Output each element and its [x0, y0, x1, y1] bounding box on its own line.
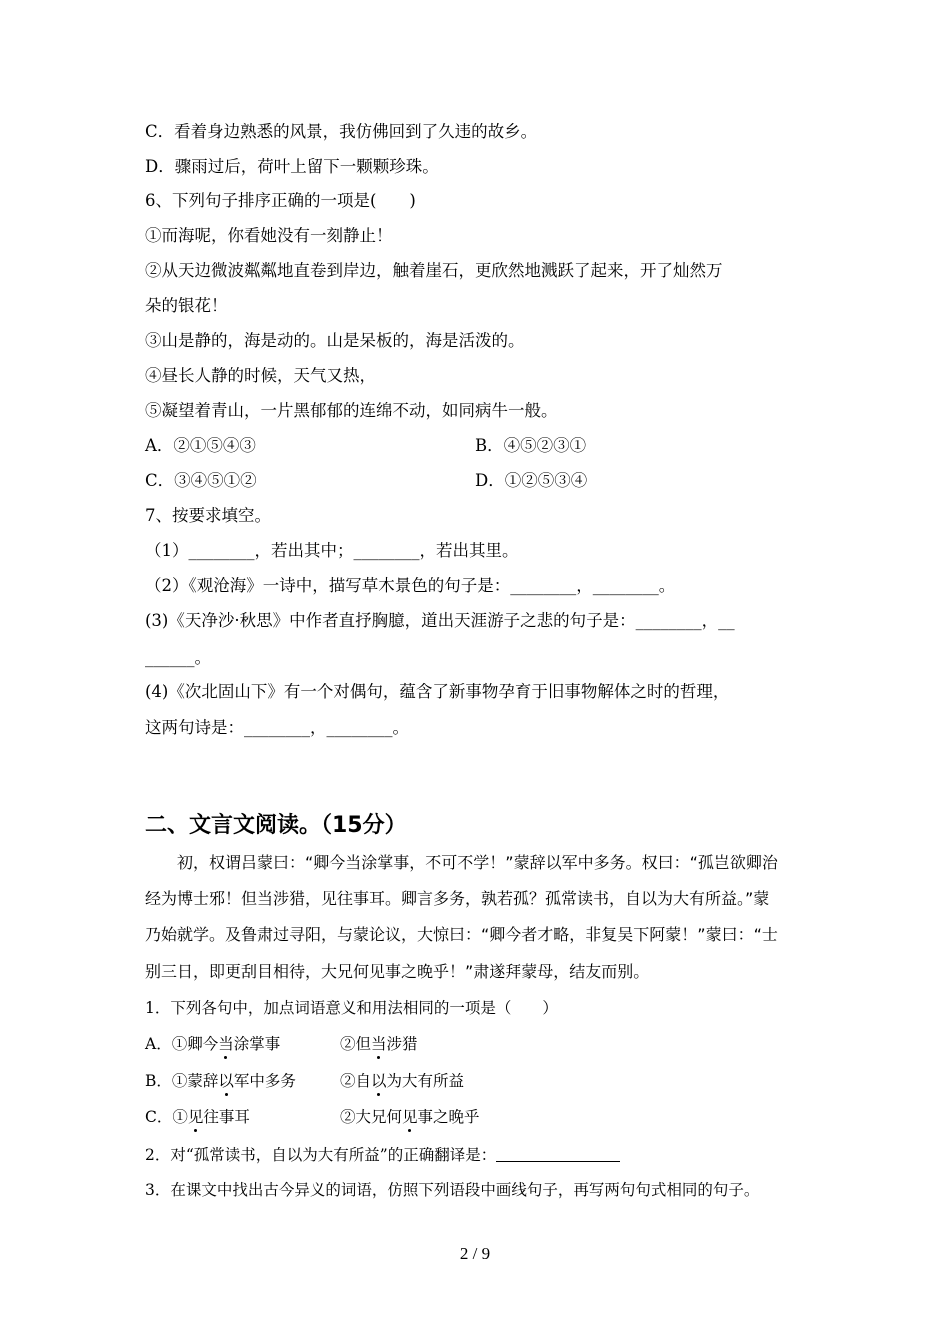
passage-line-3: 乃始就学。及鲁肃过寻阳，与蒙论议，大惊曰：“卿今者才略，非复吴下阿蒙！”蒙曰：“士: [145, 925, 778, 944]
q6-sentence-2: ②从天边微波粼粼地直卷到岸边，触着崖石，更欣然地溅跃了起来，开了灿然万: [145, 261, 723, 280]
item-1: ①见往事耳: [172, 1108, 250, 1126]
q6-option-c: C．③④⑤①②: [145, 471, 257, 490]
s2-q1-stem: 1．下列各句中，加点词语意义和用法相同的一项是（ ）: [145, 999, 558, 1017]
q7-part-3-cont: ______。: [145, 648, 211, 667]
q6-stem: 6、下列句子排序正确的一项是( ): [145, 191, 416, 210]
passage-line-1: 初，权谓吕蒙曰：“卿今当涂掌事，不可不学！”蒙辞以军中多务。权曰：“孤岂欲卿治: [145, 853, 778, 872]
q6-sentence-3: ③山是静的，海是动的。山是呆板的，海是活泼的。: [145, 331, 525, 350]
item-1: ①蒙辞以军中多务: [171, 1072, 296, 1090]
item-1: ①卿今当涂掌事: [171, 1035, 281, 1053]
q7-part-4-cont: 这两句诗是：________，________。: [145, 718, 409, 737]
q6-sentence-1: ①而海呢，你看她没有一刻静止！: [145, 226, 393, 245]
section-2-heading: 二、文言文阅读。（15分）: [145, 813, 407, 838]
answer-blank: [496, 1145, 620, 1162]
q7-part-3: (3)《天净沙·秋思》中作者直抒胸臆，道出天涯游子之悲的句子是：________，__: [145, 611, 735, 630]
item-2: ②大兄何见事之晚乎: [340, 1108, 480, 1126]
s2-q2: 2．对“孤常读书，自以为大有所益”的正确翻译是：: [145, 1145, 620, 1165]
q6-option-b: B．④⑤②③①: [475, 436, 587, 455]
q6-option-d: D．①②⑤③④: [475, 471, 588, 490]
q7-part-2: （2）《观沧海》一诗中，描写草木景色的句子是：________，________。: [145, 576, 676, 595]
s2-q1-option-a: [145, 1034, 645, 1054]
q6-sentence-4: ④昼长人静的时候，天气又热，: [145, 366, 376, 385]
option-label: A．: [145, 1035, 172, 1053]
q6-sentence-5: ⑤凝望着青山，一片黑郁郁的连绵不动，如同病牛一般。: [145, 401, 558, 420]
q7-part-4: (4)《次北固山下》有一个对偶句，蕴含了新事物孕育于旧事物解体之时的哲理，: [145, 682, 730, 701]
q6-option-a: A．②①⑤④③: [145, 436, 256, 455]
item-2: ②自以为大有所益: [340, 1072, 465, 1090]
item-2: ②但当涉猎: [340, 1035, 418, 1053]
s2-q1-option-c: [145, 1107, 645, 1127]
s2-q1-option-b: [145, 1071, 645, 1091]
option-label: C．: [145, 1108, 173, 1126]
s2-q3: 3．在课文中找出古今异义的词语，仿照下列语段中画线句子，再写两句句式相同的句子。: [145, 1181, 760, 1199]
passage-line-4: 别三日，即更刮目相待，大兄何见事之晚乎！”肃遂拜蒙母，结友而别。: [145, 962, 650, 981]
q6-sentence-2-cont: 朵的银花！: [145, 296, 228, 315]
q5-option-d: D．骤雨过后，荷叶上留下一颗颗珍珠。: [145, 157, 439, 176]
passage-line-2: 经为博士邪！但当涉猎，见往事耳。卿言多务，孰若孤？孤常读书，自以为大有所益。”蒙: [145, 889, 770, 908]
page-number: 2 / 9: [459, 1244, 491, 1263]
q7-part-1: （1）________，若出其中；________，若出其里。: [145, 541, 519, 560]
q5-option-c: C．看着身边熟悉的风景，我仿佛回到了久违的故乡。: [145, 122, 538, 141]
q7-stem: 7、按要求填空。: [145, 506, 271, 525]
option-label: B．: [145, 1072, 172, 1090]
